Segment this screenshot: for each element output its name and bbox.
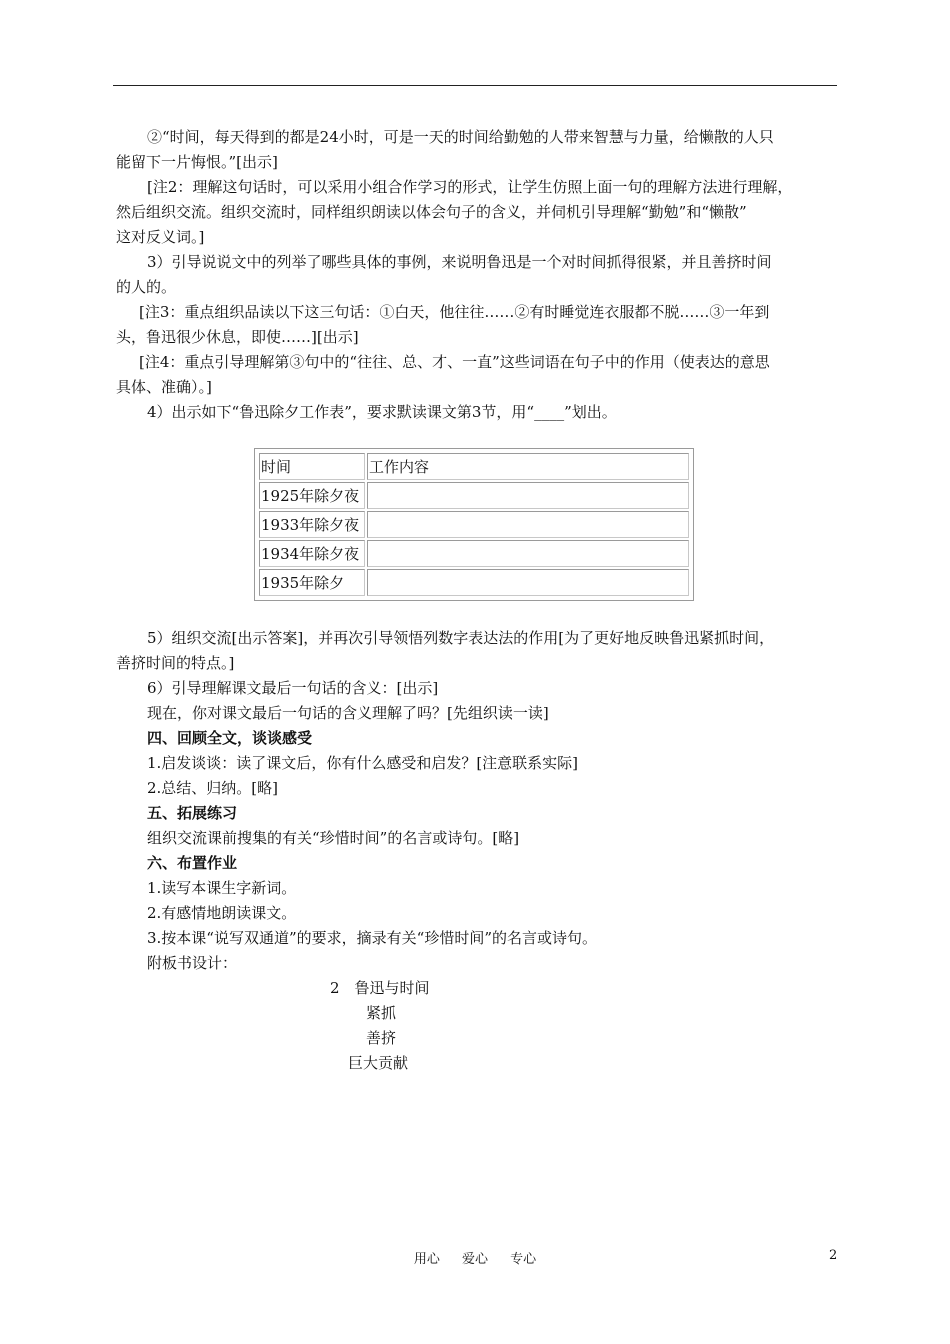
text-line: 现在，你对课文最后一句话的含义理解了吗？[先组织读一读] <box>147 704 549 722</box>
section-heading: 五、拓展练习 <box>147 804 238 822</box>
section-heading: 六、布置作业 <box>147 854 238 872</box>
note-line: [注4：重点引导理解第③句中的“往往、总、才、一直”这些词语在句子中的作用（使表达的意思 <box>139 353 770 371</box>
text-line: 的人的。 <box>116 278 177 296</box>
note-line: 头，鲁迅很少休息，即使……][出示] <box>116 328 359 346</box>
note-line: 然后组织交流。组织交流时，同样组织朗读以体会句子的含义，并伺机引导理解“勤勉”和“懒散” <box>116 203 747 221</box>
note-line: [注3：重点组织品读以下这三句话：①白天，他往往……②有时睡觉连衣服都不脱……③一年到 <box>139 303 770 321</box>
text-line: 1.启发谈谈：读了课文后，你有什么感受和启发？[注意联系实际] <box>147 754 579 772</box>
table-header-cell: 时间 <box>259 453 365 480</box>
table-cell-time: 1925年除夕夜 <box>259 482 365 509</box>
text-line: 附板书设计： <box>147 954 238 972</box>
table-row <box>259 540 689 567</box>
text-line: 4）出示如下“鲁迅除夕工作表”，要求默读课文第3节，用“____”划出。 <box>147 403 617 421</box>
board-item: 巨大贡献 <box>348 1054 409 1072</box>
board-item: 紧抓 <box>366 1004 397 1022</box>
text-line: 5）组织交流[出示答案]，并再次引导领悟列数字表达法的作用[为了更好地反映鲁迅紧抓时间， <box>147 629 775 647</box>
text-line: 能留下一片悔恨。”[出示] <box>116 153 278 171</box>
board-title: 2 鲁迅与时间 <box>330 979 430 997</box>
text-line: 3）引导说说文中的列举了哪些具体的事例，来说明鲁迅是一个对时间抓得很紧，并且善挤时间 <box>147 253 772 271</box>
page-number: 2 <box>829 1248 838 1263</box>
footer-item: 专心 <box>510 1252 537 1267</box>
header-rule <box>113 85 837 86</box>
table-header-row <box>259 453 689 480</box>
table-cell-content <box>367 482 689 509</box>
table-row <box>259 482 689 509</box>
table-cell-content <box>367 540 689 567</box>
text-line: 善挤时间的特点。] <box>116 654 235 672</box>
note-line: 这对反义词。] <box>116 228 205 246</box>
text-line: 组织交流课前搜集的有关“珍惜时间”的名言或诗句。[略] <box>147 829 520 847</box>
section-heading: 四、回顾全文，谈谈感受 <box>147 729 313 747</box>
table-cell-time: 1935年除夕 <box>259 569 365 596</box>
table-cell-time: 1934年除夕夜 <box>259 540 365 567</box>
footer-item: 用心 <box>413 1252 440 1267</box>
note-line: [注2：理解这句话时，可以采用小组合作学习的形式，让学生仿照上面一句的理解方法进行理解， <box>147 178 793 196</box>
table-header-cell: 工作内容 <box>367 453 689 480</box>
page-footer <box>0 1248 950 1267</box>
table-cell-time: 1933年除夕夜 <box>259 511 365 538</box>
table-row <box>259 569 689 596</box>
text-line: 1.读写本课生字新词。 <box>147 879 297 897</box>
note-line: 具体、准确）。] <box>116 378 212 396</box>
footer-item: 爱心 <box>461 1252 488 1267</box>
text-line: 2.有感情地朗读课文。 <box>147 904 297 922</box>
table-cell-content <box>367 511 689 538</box>
work-table <box>254 448 694 601</box>
board-item: 善挤 <box>366 1029 397 1047</box>
text-line: 6）引导理解课文最后一句话的含义：[出示] <box>147 679 439 697</box>
text-line: 3.按本课“说写双通道”的要求，摘录有关“珍惜时间”的名言或诗句。 <box>147 929 597 947</box>
table-cell-content <box>367 569 689 596</box>
table-row <box>259 511 689 538</box>
text-line: ②“时间，每天得到的都是24小时，可是一天的时间给勤勉的人带来智慧与力量，给懒散的人只 <box>147 128 774 146</box>
text-line: 2.总结、归纳。[略] <box>147 779 279 797</box>
